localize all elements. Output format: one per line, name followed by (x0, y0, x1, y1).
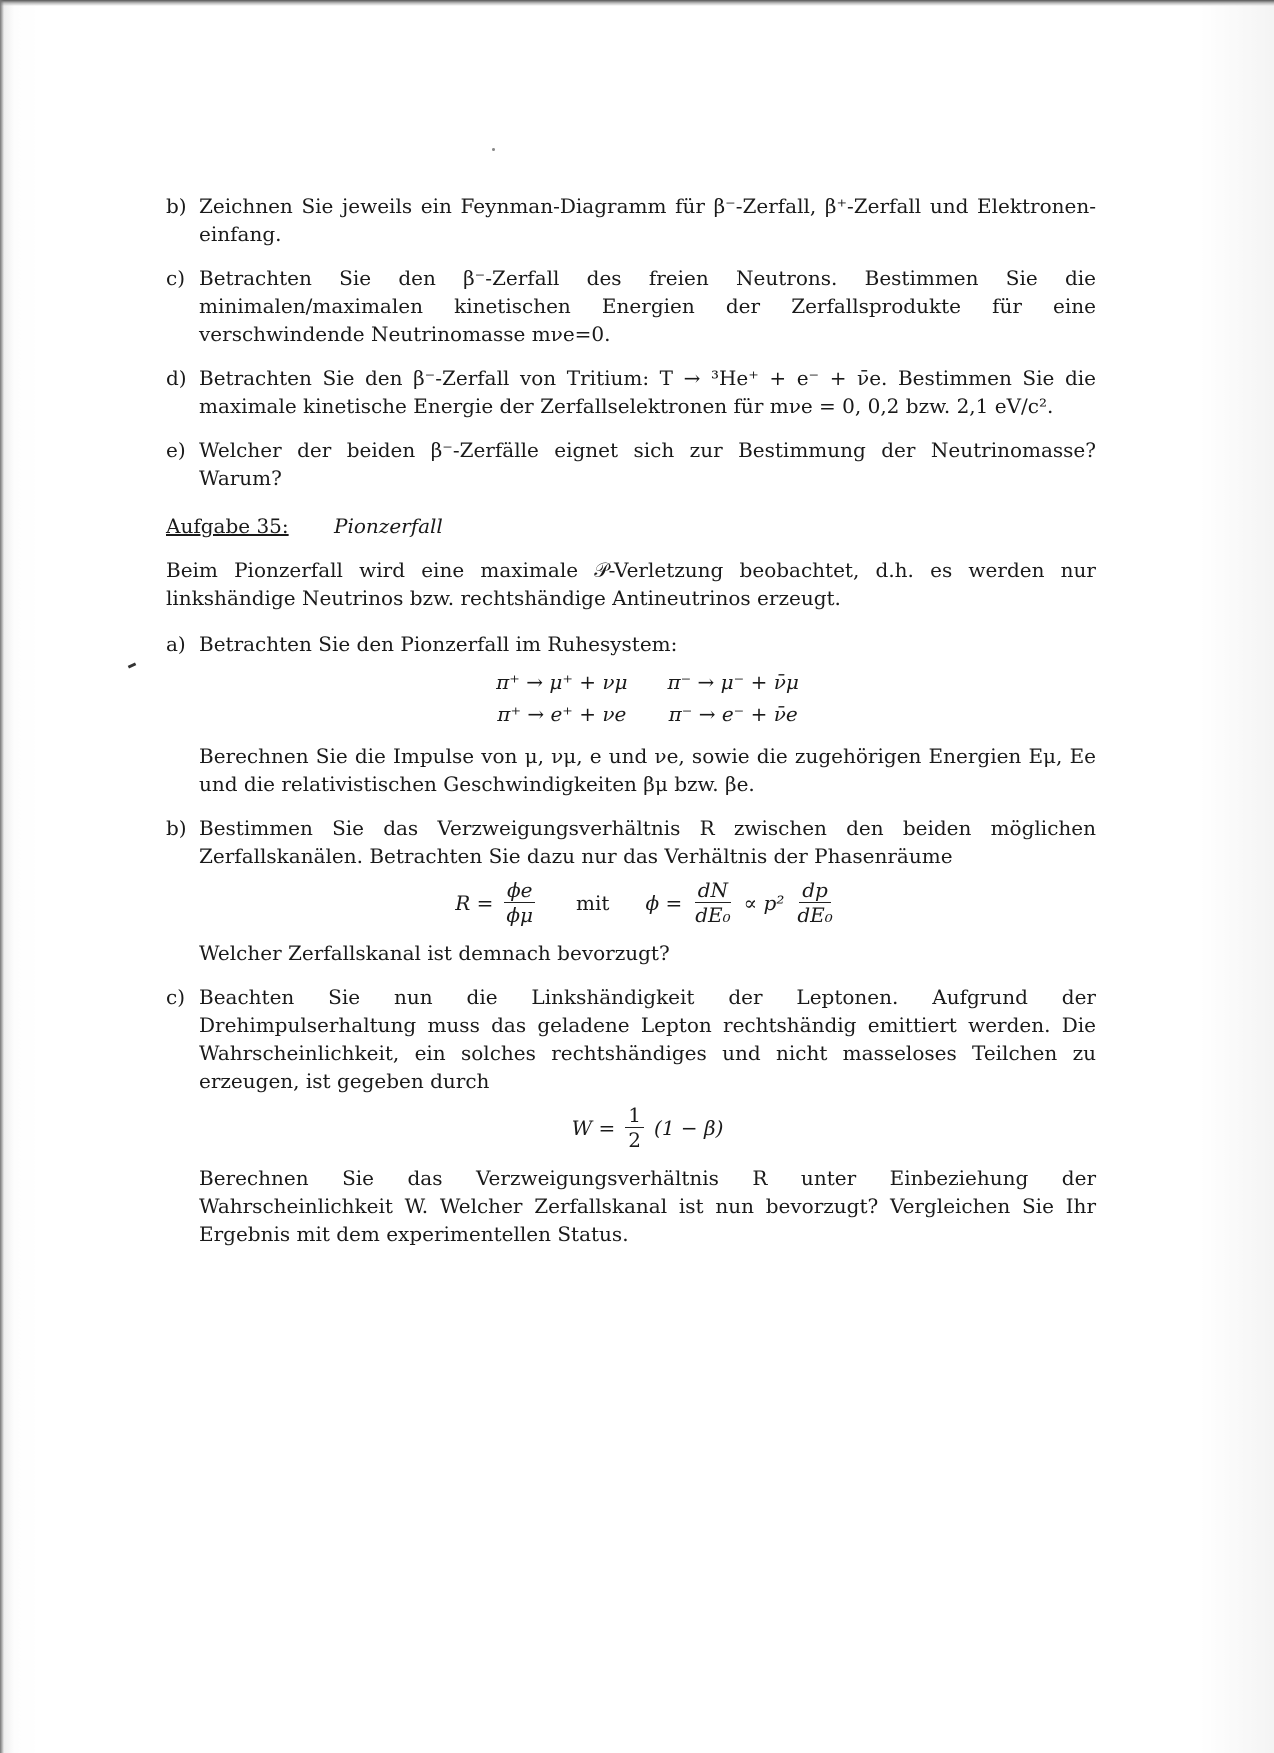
subtask-text: Zeichnen Sie jeweils ein Feynman-Diagramm für β⁻-Zerfall, β⁺-Zerfall und Elektronen-einfang. (199, 194, 1096, 246)
eq-R-denominator: ϕμ (506, 903, 534, 927)
subtask-b-text: Bestimmen Sie das Verzweigungsverhältnis R zwischen den beiden möglichen Zerfallskanälen. Betrachten Sie dazu nur das Verhältnis der Phasenräume (199, 816, 1096, 868)
eq-prop: ∝ p² (743, 890, 785, 915)
subtask-label: c) (166, 985, 186, 1009)
subtask-label: a) (166, 632, 186, 656)
subtask-text: Betrachten Sie den β⁻-Zerfall von Tritium: T → ³He⁺ + e⁻ + ν̄e. Bestimmen Sie die maximale kinetische Energie der Zerfallselektronen für mνe = 0, 0,2 bzw. 2,1 eV/c². (199, 366, 1096, 418)
reaction-pi-plus-e: π⁺ → e⁺ + νe (497, 702, 627, 726)
subtask-a (166, 630, 1096, 798)
eq-phi-denominator: dE₀ (695, 903, 731, 927)
task-heading (166, 512, 1096, 540)
scan-speck (492, 148, 495, 151)
subtask-a-text: Betrachten Sie den Pionzerfall im Ruhesystem: (199, 632, 678, 656)
pen-mark (128, 662, 137, 668)
equation-probability (199, 1103, 1096, 1152)
subtask-label: b) (166, 194, 187, 218)
reaction-equations (199, 668, 1096, 728)
eq-mit: mit (576, 890, 610, 915)
eq-phi-numerator: dN (695, 878, 731, 903)
fraction-dN (692, 878, 733, 927)
subtask-c-text: Beachten Sie nun die Linkshändigkeit der Leptonen. Aufgrund der Drehimpulserhaltung muss das geladene Lepton rechtshändig emittiert werden. Die Wahrscheinlichkeit, ein solches rechtshändiges und nicht masseloses Teilchen zu erzeugen, ist gegeben durch (199, 985, 1096, 1093)
task-title: Pionzerfall (334, 514, 443, 538)
subtask-b35 (166, 814, 1096, 967)
fraction-half (625, 1103, 644, 1152)
subtask-text (199, 814, 1096, 967)
document-content (166, 192, 1096, 1264)
subtask-text (199, 983, 1096, 1248)
reaction-pi-plus-mu: π⁺ → μ⁺ + νμ (496, 670, 628, 694)
eq-W-denominator: 2 (628, 1128, 642, 1152)
reaction-pi-minus-mu: π⁻ → μ⁻ + ν̄μ (667, 670, 799, 694)
subtask-b-question: Welcher Zerfallskanal ist demnach bevorzugt? (199, 941, 670, 965)
eq-W-numerator: 1 (625, 1103, 644, 1128)
eq-W-lhs: W = (571, 1115, 616, 1140)
subtask-a-question: Berechnen Sie die Impulse von μ, νμ, e und νe, sowie die zugehörigen Energien Eμ, Ee und die relativistischen Geschwindigkeiten βμ bzw. βe. (199, 744, 1096, 796)
page-left-edge (0, 0, 4, 1753)
subtask-label: b) (166, 816, 187, 840)
eq-dp-numerator: dp (799, 878, 831, 903)
subtask-c (166, 264, 1096, 348)
subtask-label: d) (166, 366, 187, 390)
page-top-edge (0, 0, 1274, 6)
task-intro: Beim Pionzerfall wird eine maximale 𝒫-Verletzung beobachtet, d.h. es werden nur linkshändige Neutrinos bzw. rechtshändige Antineutrinos erzeugt. (166, 558, 1096, 610)
subtask-b (166, 192, 1096, 248)
subtask-label: e) (166, 438, 186, 462)
subtask-d (166, 364, 1096, 420)
eq-W-rhs: (1 − β) (654, 1115, 724, 1140)
subtask-text: Betrachten Sie den β⁻-Zerfall des freien Neutrons. Bestimmen Sie die minimalen/maximalen kinetischen Energien der Zerfallsprodukte für eine verschwindende Neutrinomasse mνe=0. (199, 266, 1096, 346)
subtask-text (199, 630, 1096, 798)
eq-phi-lhs: ϕ = (645, 890, 683, 915)
reaction-pi-minus-e: π⁻ → e⁻ + ν̄e (668, 702, 798, 726)
equation-branching-ratio (199, 878, 1096, 927)
eq-R-lhs: R = (455, 890, 494, 915)
eq-dp-denominator: dE₀ (797, 903, 833, 927)
subtask-label: c) (166, 266, 186, 290)
fraction-phi (503, 878, 536, 927)
subtask-c-question: Berechnen Sie das Verzweigungsverhältnis R unter Einbeziehung der Wahrscheinlichkeit W. Welcher Zerfallskanal ist nun bevorzugt? Vergleichen Sie Ihr Ergebnis mit dem experimentellen Status. (199, 1166, 1096, 1246)
subtask-e (166, 436, 1096, 492)
subtask-c35 (166, 983, 1096, 1248)
fraction-dp (794, 878, 835, 927)
eq-R-numerator: ϕe (504, 878, 535, 903)
subtask-text: Welcher der beiden β⁻-Zerfälle eignet sich zur Bestimmung der Neutrinomasse? Warum? (199, 438, 1096, 490)
task-number: Aufgabe 35: (166, 514, 289, 538)
